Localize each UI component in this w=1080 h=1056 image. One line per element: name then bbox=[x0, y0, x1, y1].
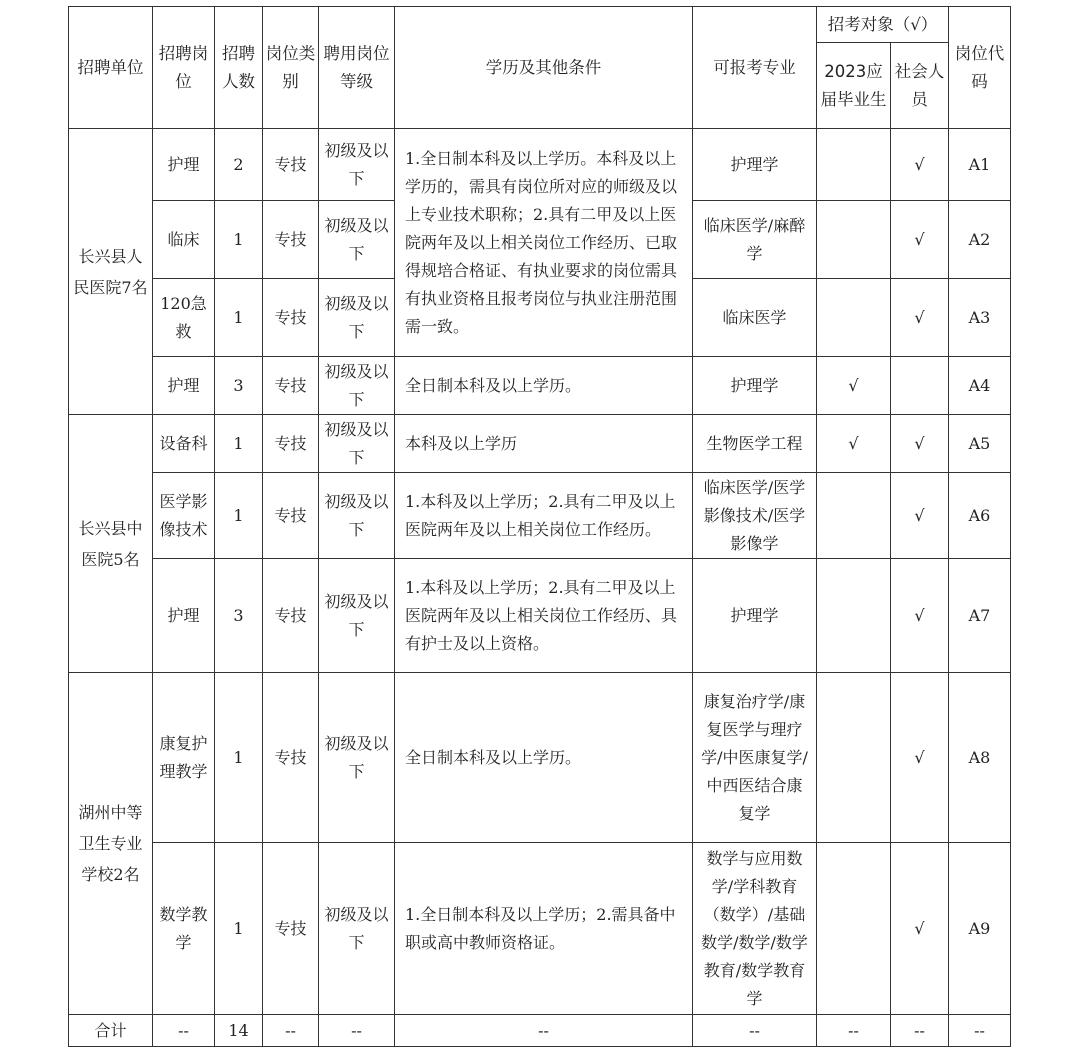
social-cell: √ bbox=[891, 279, 949, 357]
header-post: 招聘岗位 bbox=[153, 7, 215, 129]
code-cell: A7 bbox=[949, 559, 1011, 673]
condition-cell: 1.本科及以上学历；2.具有二甲及以上医院两年及以上相关岗位工作经历。 bbox=[395, 473, 693, 559]
social-cell: √ bbox=[891, 201, 949, 279]
fresh-cell bbox=[817, 279, 891, 357]
count-cell: 2 bbox=[215, 129, 263, 201]
code-cell: A1 bbox=[949, 129, 1011, 201]
total-dash: -- bbox=[693, 1015, 817, 1047]
table-row bbox=[69, 357, 1011, 415]
count-cell: 1 bbox=[215, 279, 263, 357]
type-cell: 专技 bbox=[263, 843, 319, 1015]
header-code: 岗位代码 bbox=[949, 7, 1011, 129]
count-cell: 3 bbox=[215, 559, 263, 673]
header-count: 招聘人数 bbox=[215, 7, 263, 129]
table-row bbox=[69, 673, 1011, 843]
total-dash: -- bbox=[153, 1015, 215, 1047]
count-cell: 1 bbox=[215, 415, 263, 473]
fresh-cell bbox=[817, 843, 891, 1015]
post-cell: 临床 bbox=[153, 201, 215, 279]
level-cell: 初级及以下 bbox=[319, 129, 395, 201]
table-row bbox=[69, 559, 1011, 673]
level-cell: 初级及以下 bbox=[319, 843, 395, 1015]
header-condition: 学历及其他条件 bbox=[395, 7, 693, 129]
level-cell: 初级及以下 bbox=[319, 559, 395, 673]
major-cell: 生物医学工程 bbox=[693, 415, 817, 473]
total-label: 合计 bbox=[69, 1015, 153, 1047]
type-cell: 专技 bbox=[263, 473, 319, 559]
total-dash: -- bbox=[891, 1015, 949, 1047]
type-cell: 专技 bbox=[263, 559, 319, 673]
table-row bbox=[69, 129, 1011, 201]
code-cell: A3 bbox=[949, 279, 1011, 357]
header-type: 岗位类别 bbox=[263, 7, 319, 129]
fresh-cell bbox=[817, 673, 891, 843]
total-dash: -- bbox=[319, 1015, 395, 1047]
post-cell: 护理 bbox=[153, 129, 215, 201]
social-cell bbox=[891, 357, 949, 415]
code-cell: A9 bbox=[949, 843, 1011, 1015]
post-cell: 120急救 bbox=[153, 279, 215, 357]
header-social: 社会人员 bbox=[891, 43, 949, 129]
major-cell: 临床医学/麻醉学 bbox=[693, 201, 817, 279]
table-row bbox=[69, 843, 1011, 1015]
major-cell: 数学与应用数学/学科教育（数学）/基础数学/数学/数学教育/数学教育学 bbox=[693, 843, 817, 1015]
table-row bbox=[69, 415, 1011, 473]
header-unit: 招聘单位 bbox=[69, 7, 153, 129]
social-cell: √ bbox=[891, 473, 949, 559]
post-cell: 医学影像技术 bbox=[153, 473, 215, 559]
count-cell: 1 bbox=[215, 201, 263, 279]
social-cell: √ bbox=[891, 415, 949, 473]
condition-cell: 1.全日制本科及以上学历；2.需具备中职或高中教师资格证。 bbox=[395, 843, 693, 1015]
level-cell: 初级及以下 bbox=[319, 279, 395, 357]
unit-name: 长兴县中医院5名 bbox=[69, 415, 153, 673]
header-fresh: 2023应届毕业生 bbox=[817, 43, 891, 129]
fresh-cell bbox=[817, 201, 891, 279]
type-cell: 专技 bbox=[263, 415, 319, 473]
count-cell: 1 bbox=[215, 843, 263, 1015]
level-cell: 初级及以下 bbox=[319, 473, 395, 559]
fresh-cell: √ bbox=[817, 357, 891, 415]
code-cell: A8 bbox=[949, 673, 1011, 843]
code-cell: A5 bbox=[949, 415, 1011, 473]
condition-cell: 1.本科及以上学历；2.具有二甲及以上医院两年及以上相关岗位工作经历、具有护士及以上资格。 bbox=[395, 559, 693, 673]
post-cell: 护理 bbox=[153, 559, 215, 673]
major-cell: 临床医学/医学影像技术/医学影像学 bbox=[693, 473, 817, 559]
major-cell: 护理学 bbox=[693, 129, 817, 201]
header-target: 招考对象（√） bbox=[817, 7, 949, 43]
total-dash: -- bbox=[817, 1015, 891, 1047]
level-cell: 初级及以下 bbox=[319, 357, 395, 415]
condition-cell: 全日制本科及以上学历。 bbox=[395, 357, 693, 415]
type-cell: 专技 bbox=[263, 129, 319, 201]
major-cell: 护理学 bbox=[693, 357, 817, 415]
type-cell: 专技 bbox=[263, 673, 319, 843]
type-cell: 专技 bbox=[263, 201, 319, 279]
major-cell: 临床医学 bbox=[693, 279, 817, 357]
header-level: 聘用岗位等级 bbox=[319, 7, 395, 129]
post-cell: 康复护理教学 bbox=[153, 673, 215, 843]
fresh-cell bbox=[817, 129, 891, 201]
total-dash: -- bbox=[949, 1015, 1011, 1047]
fresh-cell bbox=[817, 473, 891, 559]
code-cell: A4 bbox=[949, 357, 1011, 415]
level-cell: 初级及以下 bbox=[319, 415, 395, 473]
social-cell: √ bbox=[891, 559, 949, 673]
total-dash: -- bbox=[263, 1015, 319, 1047]
major-cell: 康复治疗学/康复医学与理疗学/中医康复学/中西医结合康复学 bbox=[693, 673, 817, 843]
code-cell: A2 bbox=[949, 201, 1011, 279]
social-cell: √ bbox=[891, 673, 949, 843]
total-dash: -- bbox=[395, 1015, 693, 1047]
total-row bbox=[69, 1015, 1011, 1047]
condition-cell: 全日制本科及以上学历。 bbox=[395, 673, 693, 843]
unit-name: 长兴县人民医院7名 bbox=[69, 129, 153, 415]
table-row bbox=[69, 473, 1011, 559]
fresh-cell bbox=[817, 559, 891, 673]
count-cell: 3 bbox=[215, 357, 263, 415]
count-cell: 1 bbox=[215, 473, 263, 559]
code-cell: A6 bbox=[949, 473, 1011, 559]
condition-cell: 1.全日制本科及以上学历。本科及以上学历的，需具有岗位所对应的师级及以上专业技术职称；2.具有二甲及以上医院两年及以上相关岗位工作经历、已取得规培合格证、有执业要求的岗位需具有执业资格且报考岗位与执业注册范围需一致。 bbox=[395, 129, 693, 357]
type-cell: 专技 bbox=[263, 357, 319, 415]
count-cell: 1 bbox=[215, 673, 263, 843]
fresh-cell: √ bbox=[817, 415, 891, 473]
recruitment-table bbox=[68, 6, 1011, 1047]
social-cell: √ bbox=[891, 843, 949, 1015]
unit-name: 湖州中等卫生专业学校2名 bbox=[69, 673, 153, 1015]
post-cell: 设备科 bbox=[153, 415, 215, 473]
post-cell: 数学教学 bbox=[153, 843, 215, 1015]
post-cell: 护理 bbox=[153, 357, 215, 415]
major-cell: 护理学 bbox=[693, 559, 817, 673]
level-cell: 初级及以下 bbox=[319, 201, 395, 279]
total-count: 14 bbox=[215, 1015, 263, 1047]
type-cell: 专技 bbox=[263, 279, 319, 357]
social-cell: √ bbox=[891, 129, 949, 201]
condition-cell: 本科及以上学历 bbox=[395, 415, 693, 473]
header-major: 可报考专业 bbox=[693, 7, 817, 129]
level-cell: 初级及以下 bbox=[319, 673, 395, 843]
